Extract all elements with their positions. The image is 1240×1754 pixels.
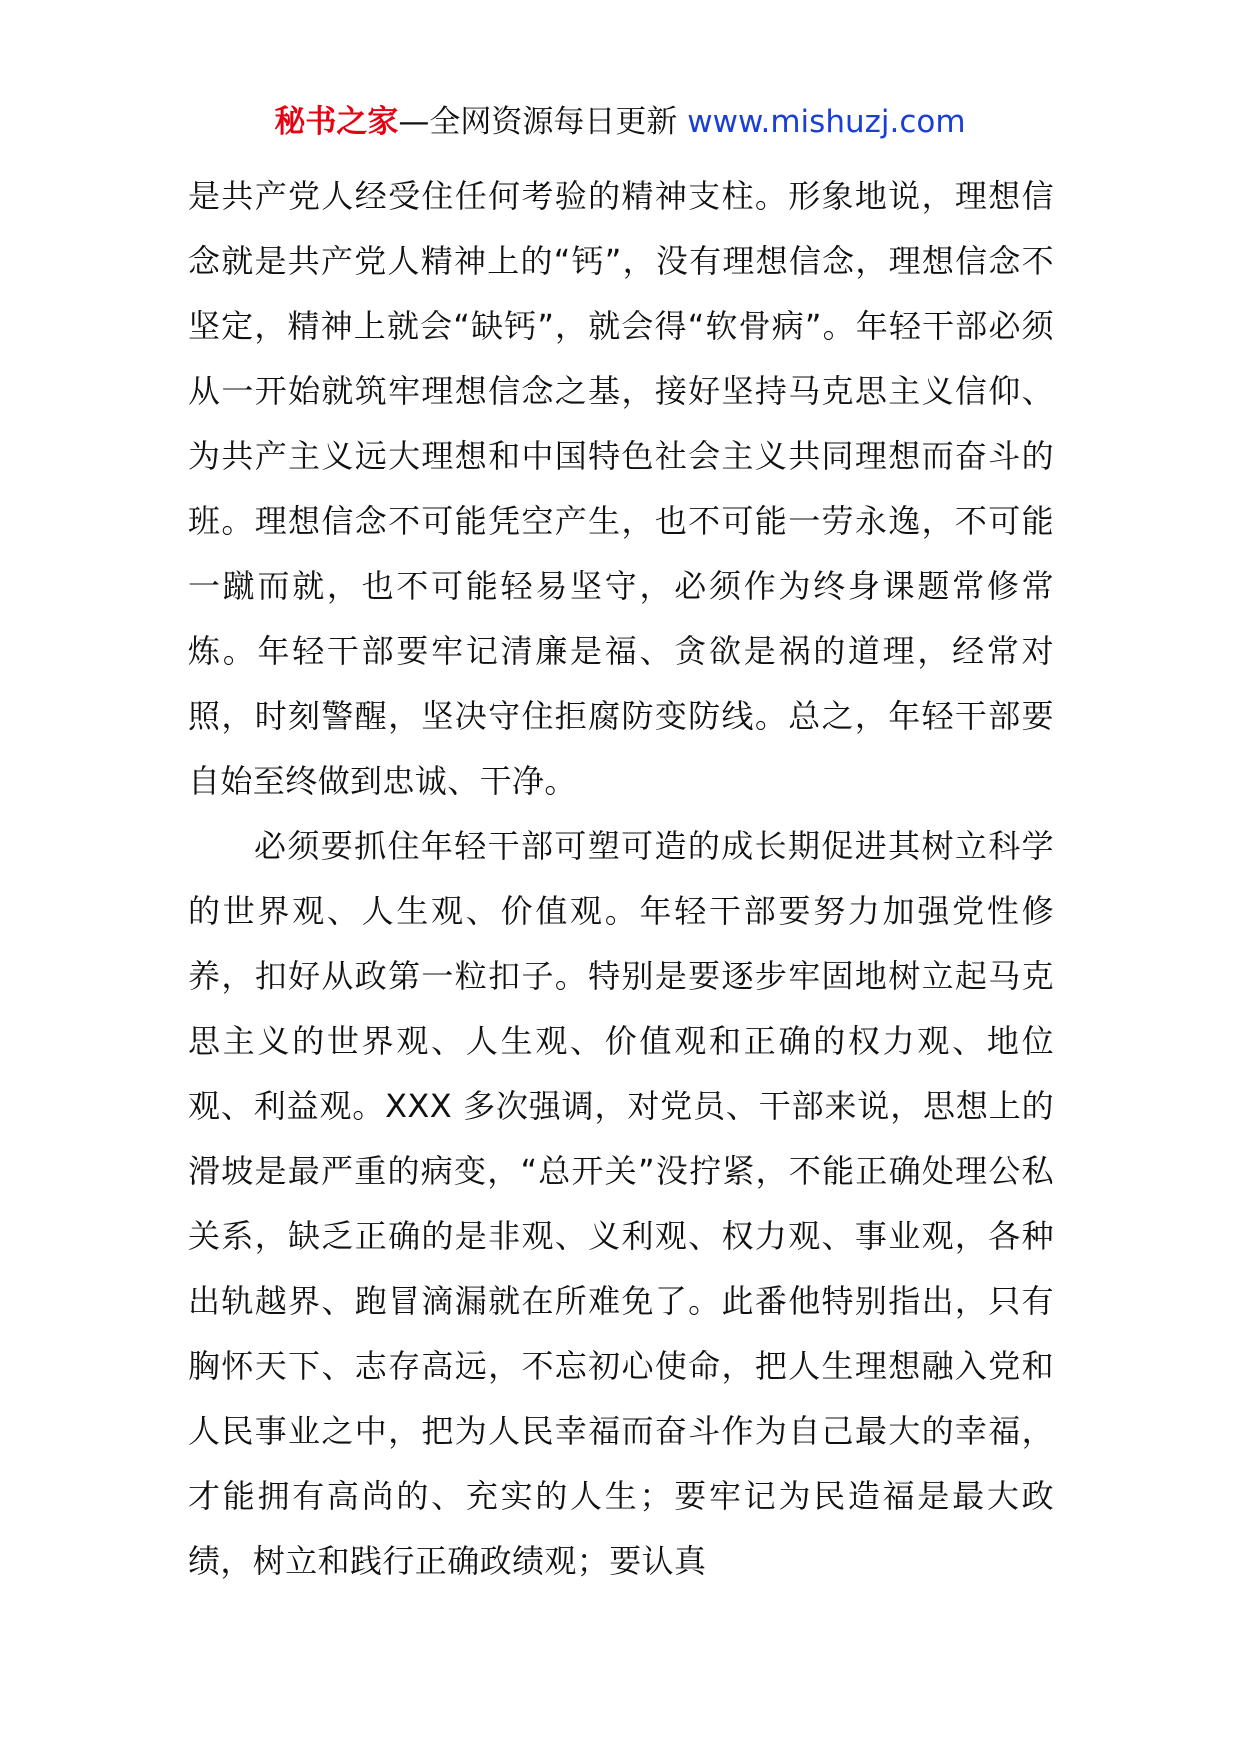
paragraph: 必须要抓住年轻干部可塑可造的成长期促进其树立科学的世界观、人生观、价值观。年轻干部要努力加强党性修养，扣好从政第一粒扣子。特别是要逐步牢固地树立起马克思主义的世界观、人生观、价值观和正确的权力观、地位观、利益观。XXX 多次强调，对党员、干部来说，思想上的滑坡是最严重的病变，“总开关”没拧紧，不能正确处理公私关系，缺乏正确的是非观、义利观、权力观、事业观，各种出轨越界、跑冒滴漏就在所难免了。此番他特别指出，只有胸怀天下、志存高远，不忘初心使命，把人生理想融入党和人民事业之中，把为人民幸福而奋斗作为自己最大的幸福，才能拥有高尚的、充实的人生；要牢记为民造福是最大政绩，树立和践行正确政绩观；要认真 <box>188 827 1054 1580</box>
header-slogan: —全网资源每日更新 <box>398 104 688 140</box>
document-body <box>188 164 1054 1594</box>
site-url-link[interactable]: www.mishuzj.com <box>687 104 966 140</box>
page-header <box>0 100 1240 144</box>
brand-name: 秘书之家 <box>274 104 399 140</box>
paragraph-continued: 是共产党人经受住任何考验的精神支柱。形象地说，理想信念就是共产党人精神上的“钙”，没有理想信念，理想信念不坚定，精神上就会“缺钙”，就会得“软骨病”。年轻干部必须从一开始就筑牢理想信念之基，接好坚持马克思主义信仰、为共产主义远大理想和中国特色社会主义共同理想而奋斗的班。理想信念不可能凭空产生，也不可能一劳永逸，不可能一蹴而就，也不可能轻易坚守，必须作为终身课题常修常炼。年轻干部要牢记清廉是福、贪欲是祸的道理，经常对照，时刻警醒，坚决守住拒腐防变防线。总之，年轻干部要自始至终做到忠诚、干净。 <box>188 177 1054 800</box>
